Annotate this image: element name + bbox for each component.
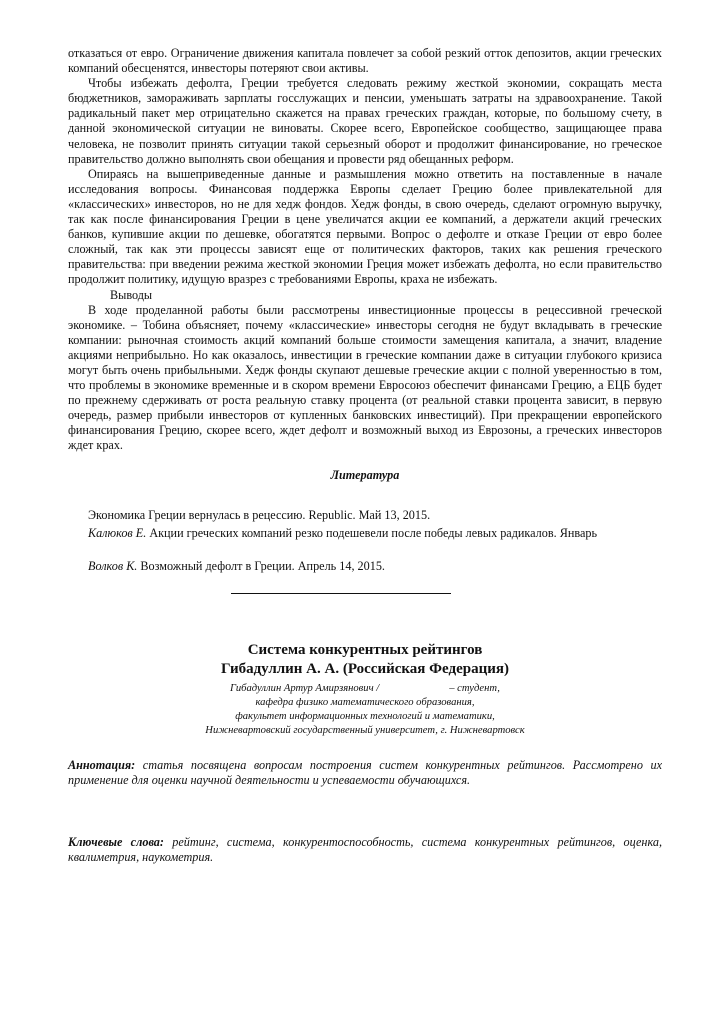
article-author-line: Гибадуллин А. А. (Российская Федерация) [220, 660, 509, 677]
reference-text: Акции греческих компаний резко подешевели после победы левых радикалов. Январь [146, 525, 598, 540]
author-name-line [68, 682, 662, 696]
reference-item [68, 559, 662, 574]
affiliation-department: кафедра физико математического образования, [255, 696, 475, 708]
abstract [68, 758, 662, 788]
reference-author: Калюков Е. [88, 525, 147, 540]
affiliation-faculty: факультет информационных технологий и математики, [235, 710, 495, 722]
abstract-label: Аннотация: [68, 757, 136, 772]
paragraph-default-avoidance: Чтобы избежать дефолта, Греции требуется следовать режиму жесткой экономии, сокращать места бюджетников, замораживать зарплаты госслужащих и пенсии, уменьшать затраты на здравоохранение. Такой радикальный пакет мер отрицательно скажется на правах греческих граждан, которые, по большому счету, в данной экономической ситуации не виноваты. Скорее всего, Европейское сообщество, защищающее права человека, не позволит принять ситуации такой серьезный оборот и продолжит финансирование, но греческое правительство должно выполнять свои обещания и провести ряд обещанных реформ. [68, 76, 662, 166]
author-affiliation [68, 682, 662, 738]
reference-text: Экономика Греции вернулась в рецессию. Republic. Май 13, 2015. [88, 507, 431, 522]
keywords-text: рейтинг, система, конкурентоспособность, система конкурентных рейтингов, оценка, квалиметрия, наукометрия. [68, 835, 662, 865]
keywords [68, 835, 662, 865]
conclusions-paragraph: В ходе проделанной работы были рассмотрены инвестиционные процессы в рецессивной греческой экономике. – Тобина объясняет, почему «классические» инвесторы сегодня не будут вкладывать в греческие компании: рыночная стоимость акций компаний больше стоимости замещения капитала, а значит, владение акциями неприбыльно. Но как оказалось, инвестиции в греческие компании даже в ситуации глубокого кризиса могут быть очень прибыльными. Хедж фонды скупают дешевые греческие акции с полной уверенностью в том, что проблемы в экономике временные и в скором времени Евросоюз обеспечит финансами Грецию, а ЕЦБ будет по прежнему сдерживать от роста реальную ставку процента (от реальной ставки процента зависит, в первую очередь, размер прибыли инвесторов от купленных банковских инвестиций). При прекращении европейского финансирования Грецию, скорее всего, ждет дефолт и возможный выход из Еврозоны, а греческих инвесторов ждет крах. [68, 302, 662, 453]
literature-heading: Литература [330, 467, 400, 482]
article-header [68, 641, 662, 679]
reference-list [68, 508, 662, 574]
conclusions-heading: Выводы [110, 287, 153, 302]
author-full-name: Гибадуллин Артур Амирзянович / [230, 682, 380, 694]
affiliation-university: Нижневартовский государственный университет, г. Нижневартовск [205, 724, 525, 736]
reference-author: Волков К. [88, 558, 138, 573]
author-role: – студент, [449, 682, 500, 694]
reference-text: Возможный дефолт в Греции. Апрель 14, 2015. [137, 558, 385, 573]
article-title: Система конкурентных рейтингов [247, 641, 483, 658]
paragraph-analysis: Опираясь на вышеприведенные данные и размышления можно ответить на поставленные в начале исследования вопросы. Финансовая поддержка Европы сделает Грецию более привлекательной для «классических» инвесторов, но не для хедж фондов. Хедж фонды, в свою очередь, сделают огромную выручку, так как после финансирования Греции в цене увеличатся акции ее компаний, а держатели акций греческих банков, купившие акции по дешевке, обогатятся первыми. Вопрос о дефолте и отказе Греции от евро более сложный, так как эти процессы зависят еще от политических факторов, таких как решения греческого правительства: при введении режима жесткой экономии Греция может избежать дефолта, но если правительство продолжит политику, идущую вразрез с требованиями Европы, краха не избежать. [68, 166, 662, 287]
document-page [68, 46, 662, 865]
keywords-label: Ключевые слова: [68, 835, 164, 849]
paragraph-continuation: отказаться от евро. Ограничение движения капитала повлечет за собой резкий отток депозитов, акции греческих компаний обесценятся, инвесторы потеряют свои активы. [68, 46, 662, 76]
section-divider [231, 593, 451, 594]
abstract-text: статья посвящена вопросам построения систем конкурентных рейтингов. Рассмотрено их применение для оценки научной деятельности и успеваемости обучающихся. [68, 757, 662, 787]
reference-item [68, 508, 662, 523]
reference-item [68, 526, 662, 541]
